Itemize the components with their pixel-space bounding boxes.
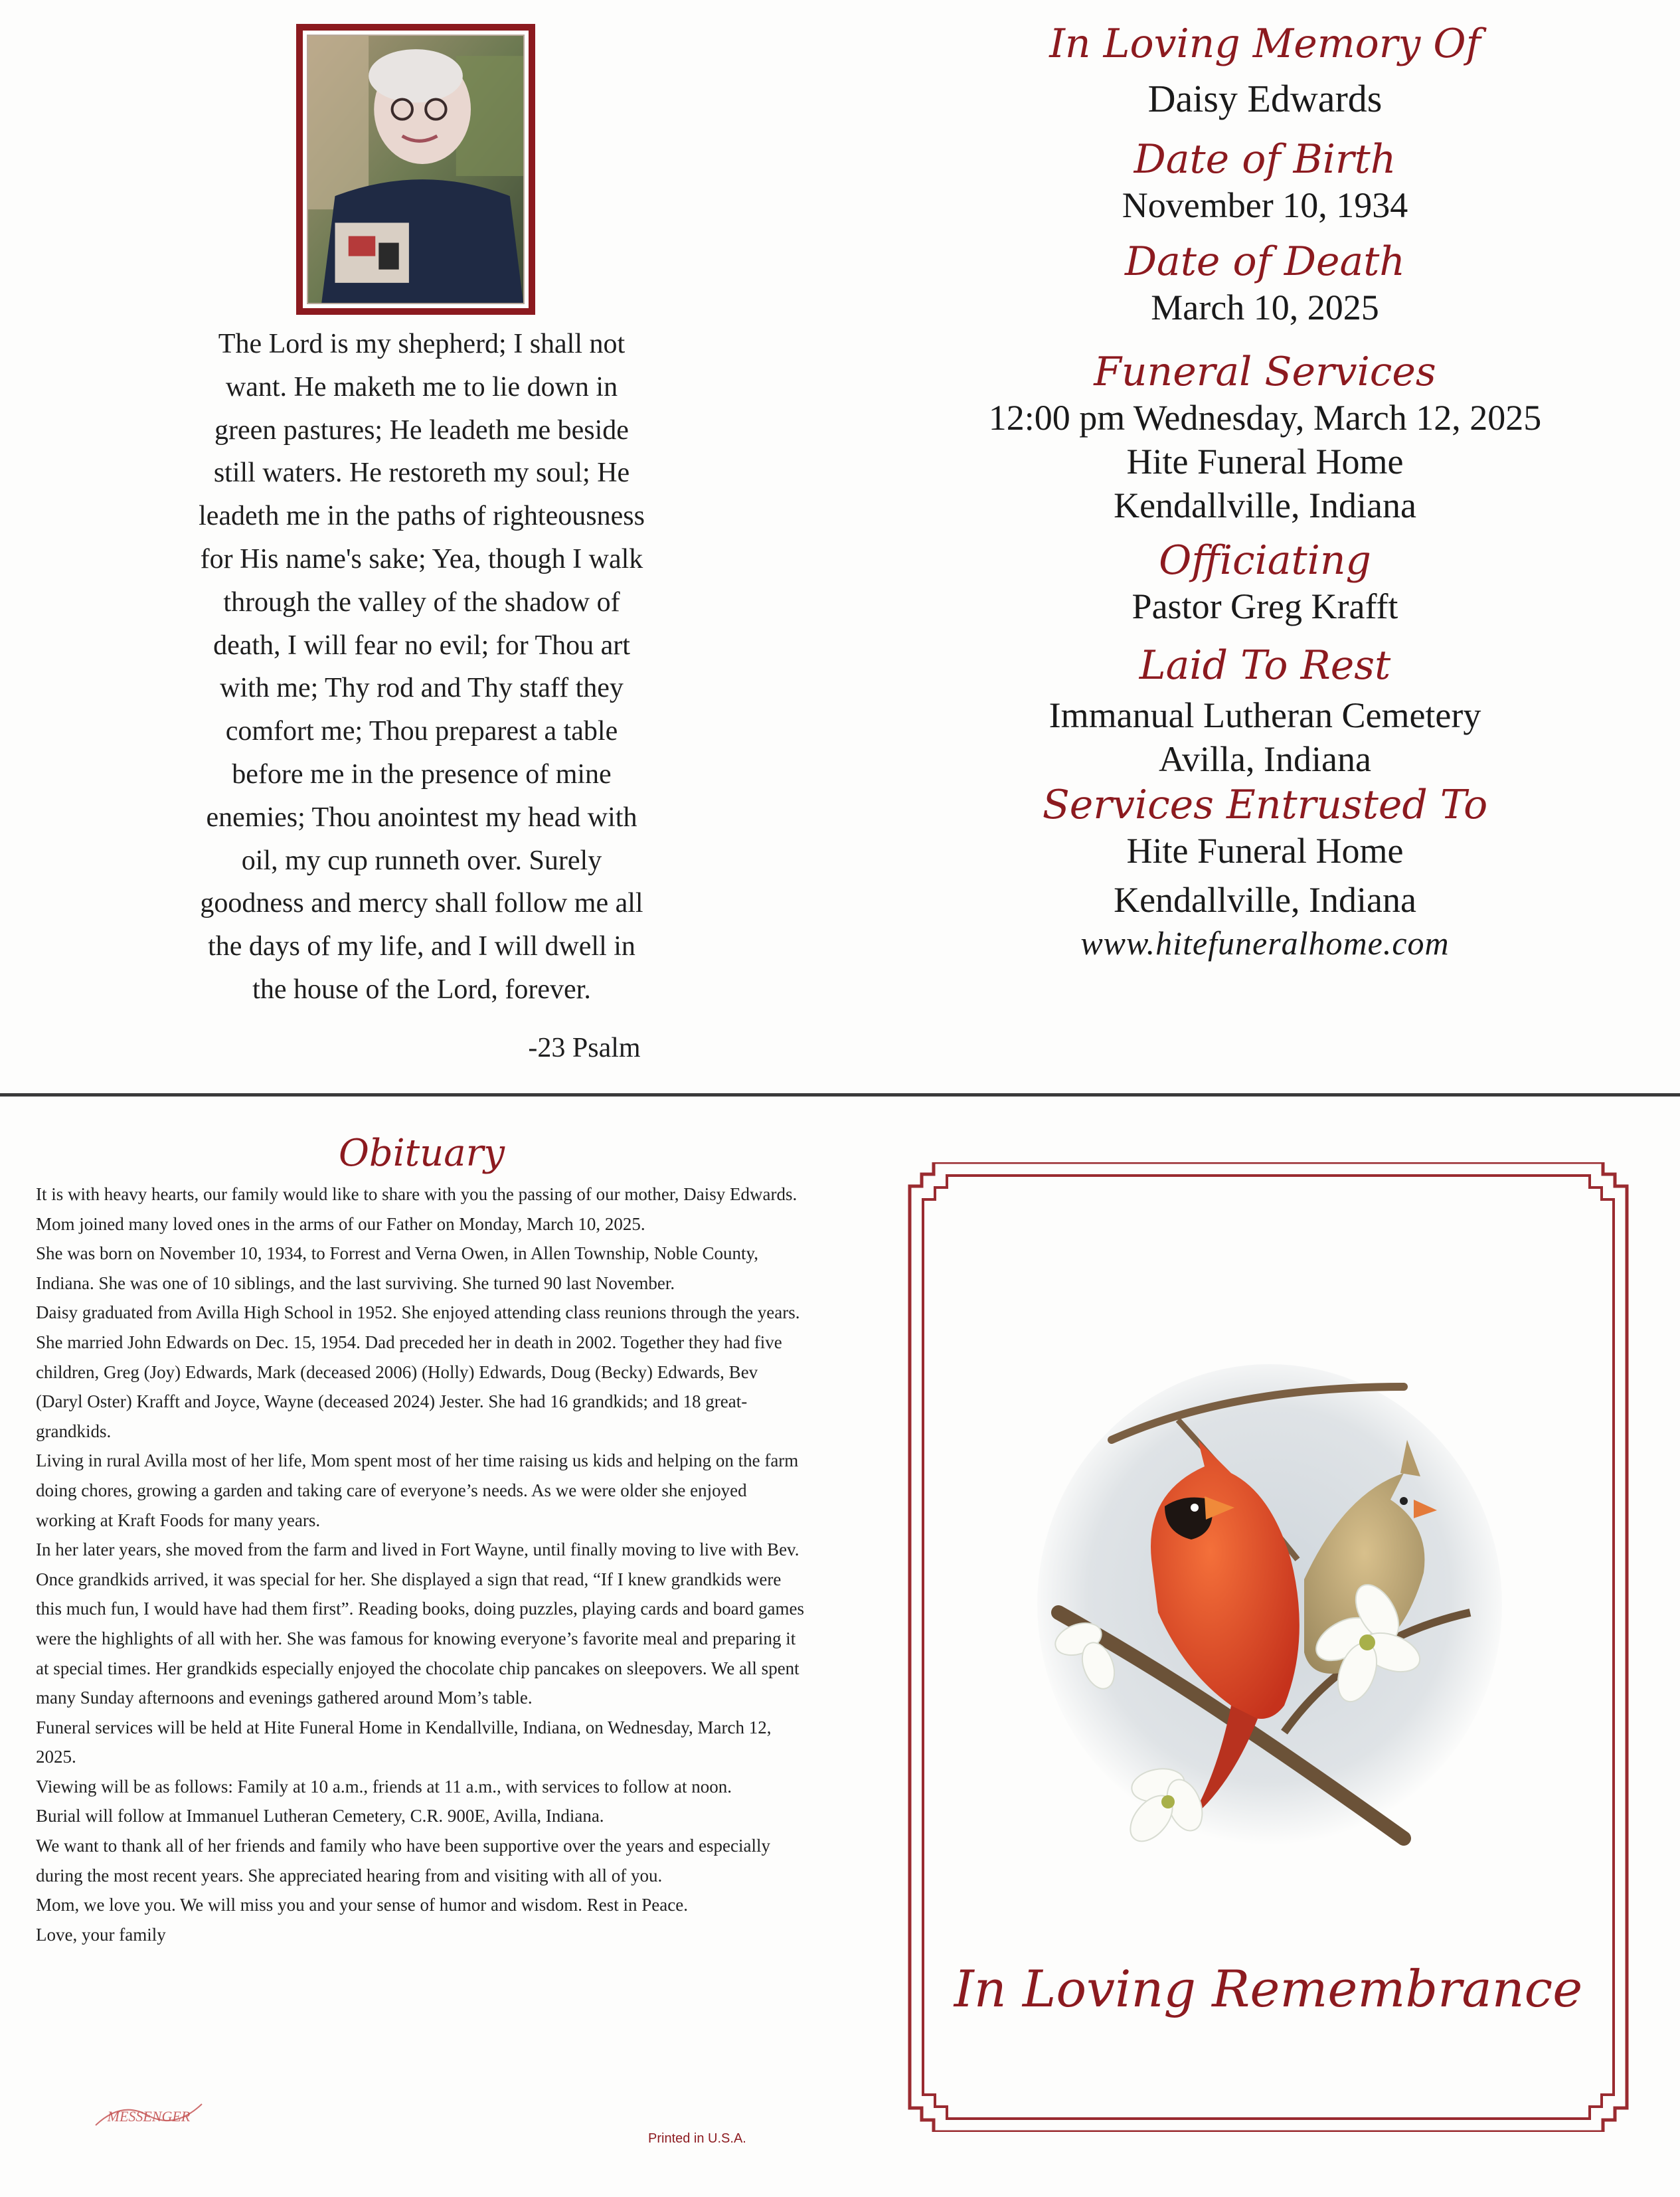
obituary-paragraph: Love, your family [36, 1924, 166, 1945]
death-date: March 10, 2025 [1151, 288, 1379, 327]
obituary-paragraph: Daisy graduated from Avilla High School in 1952. She enjoyed attending class reunions through the years. [36, 1302, 800, 1323]
services-time: 12:00 pm Wednesday, March 12, 2025 [988, 398, 1542, 438]
obituary-paragraph: She was born on November 10, 1934, to Forrest and Verna Owen, in Allen Township, Noble County, Indiana. She was one of 10 siblings, and the last surviving. She turned 90 last November. [36, 1243, 758, 1293]
entrusted-city: Kendallville, Indiana [1114, 880, 1416, 920]
obituary-paragraph: Living in rural Avilla most of her life, Mom spent most of her time raising us kids and helping on the farm doing chores, growing a garden and taking care of everyone’s needs. As we were older she enjoyed working at Kraft Foods for many years. [36, 1450, 799, 1530]
psalm-line: comfort me; Thou preparest a table [225, 716, 618, 747]
psalm-line: enemies; Thou anointest my head with [206, 802, 637, 833]
psalm-line: with me; Thy rod and Thy staff they [220, 673, 624, 704]
psalm-line: death, I will fear no evil; for Thou art [213, 630, 630, 661]
psalm-line: the house of the Lord, forever. [252, 974, 591, 1005]
obituary-paragraph: Funeral services will be held at Hite Funeral Home in Kendallville, Indiana, on Wednesday, March 12, 2025. [36, 1717, 772, 1767]
obituary-paragraph: Burial will follow at Immanuel Lutheran Cemetery, C.R. 900E, Avilla, Indiana. [36, 1806, 604, 1826]
front-cover [903, 1162, 1634, 2132]
psalm-line: through the valley of the shadow of [223, 586, 620, 618]
psalm-line: leadeth me in the paths of righteousness [199, 501, 645, 532]
deceased-name: Daisy Edwards [1147, 77, 1383, 120]
services-place: Hite Funeral Home [1126, 442, 1404, 482]
fold-divider [0, 1093, 1680, 1097]
obituary-paragraph: In her later years, she moved from the farm and lived in Fort Wayne, until finally moving to live with Bev. [36, 1539, 799, 1560]
birth-date: November 10, 1934 [1122, 185, 1408, 225]
obituary-paragraph: Mom, we love you. We will miss you and your sense of humor and wisdom. Rest in Peace. [36, 1895, 688, 1915]
entrusted-place: Hite Funeral Home [1126, 831, 1404, 871]
obituary-title: Obituary [338, 1132, 505, 1175]
rest-place: Immanual Lutheran Cemetery [1049, 695, 1481, 735]
rest-city: Avilla, Indiana [1159, 739, 1371, 779]
cover-title: In Loving Remembrance [954, 1959, 1583, 2018]
outside-spread [0, 1100, 1680, 2197]
psalm-line: green pastures; He leadeth me beside [214, 414, 629, 446]
cardinals-illustration [1032, 1360, 1507, 1849]
entrusted-heading: Services Entrusted To [1042, 782, 1488, 828]
inside-spread [0, 0, 1680, 1096]
printer-logo [82, 2096, 215, 2131]
obituary-paragraph: Viewing will be as follows: Family at 10 a.m., friends at 11 a.m., with services to follow at noon. [36, 1776, 732, 1797]
psalm-reference: -23 Psalm [528, 1033, 641, 1063]
psalm-line: goodness and mercy shall follow me all [200, 888, 643, 919]
birth-heading: Date of Birth [1134, 136, 1396, 183]
obituary-paragraph: Once grandkids arrived, it was special for her. She displayed a sign that read, “If I knew grandkids were this much fun, I would have had them first”. Reading books, doing puzzles, playing cards and board games were the highlights of all with her. She was famous for knowing everyone’s favorite meal and preparing it at special times. Her grandkids especially enjoyed the chocolate chip pancakes on sleepovers. We all spent many Sunday afternoons and evenings gathered around Mom’s table. [36, 1569, 804, 1708]
service-info [930, 20, 1600, 964]
portrait-photo [296, 24, 535, 315]
obituary-paragraph: It is with heavy hearts, our family would like to share with you the passing of our mother, Daisy Edwards. Mom joined many loved ones in the arms of our Father on Monday, March 10, 2025. [36, 1184, 798, 1234]
psalm-text [166, 323, 677, 1011]
printed-in-usa: Printed in U.S.A. [648, 2131, 746, 2146]
psalm-line: want. He maketh me to lie down in [225, 371, 618, 402]
death-heading: Date of Death [1124, 238, 1406, 285]
services-heading: Funeral Services [1094, 349, 1436, 395]
memory-heading: In Loving Memory Of [1049, 21, 1481, 67]
rest-heading: Laid To Rest [1139, 642, 1391, 689]
funeral-home-website: www.hitefuneralhome.com [1080, 924, 1450, 962]
services-city: Kendallville, Indiana [1114, 485, 1416, 525]
psalm-line: for His name's sake; Yea, though I walk [200, 543, 643, 574]
psalm-line: the days of my life, and I will dwell in [208, 931, 635, 962]
svg-text:MESSENGER: MESSENGER [107, 2108, 191, 2125]
psalm-line: oil, my cup runneth over. Surely [241, 845, 602, 876]
obituary-paragraph: We want to thank all of her friends and family who have been supportive over the years and especially during the most recent years. She appreciated hearing from and visiting with all of you. [36, 1836, 770, 1886]
obituary-paragraph: She married John Edwards on Dec. 15, 1954. Dad preceded her in death in 2002. Together they had five children, Greg (Joy) Edwards, Mark (deceased 2006) (Holly) Edwards, Doug (Becky) Edwards, Bev (Daryl Oster) Krafft and Joyce, Wayne (deceased 2024) Jester. She had 16 grandkids; and 18 great-grandkids. [36, 1332, 782, 1441]
psalm-line: before me in the presence of mine [232, 758, 612, 790]
obituary-text [36, 1180, 806, 1949]
officiating-heading: Officiating [1159, 537, 1371, 584]
portrait-image [308, 36, 523, 303]
officiant-name: Pastor Greg Krafft [1132, 586, 1398, 626]
psalm-line: still waters. He restoreth my soul; He [213, 458, 630, 489]
psalm-line: The Lord is my shepherd; I shall not [218, 329, 626, 359]
